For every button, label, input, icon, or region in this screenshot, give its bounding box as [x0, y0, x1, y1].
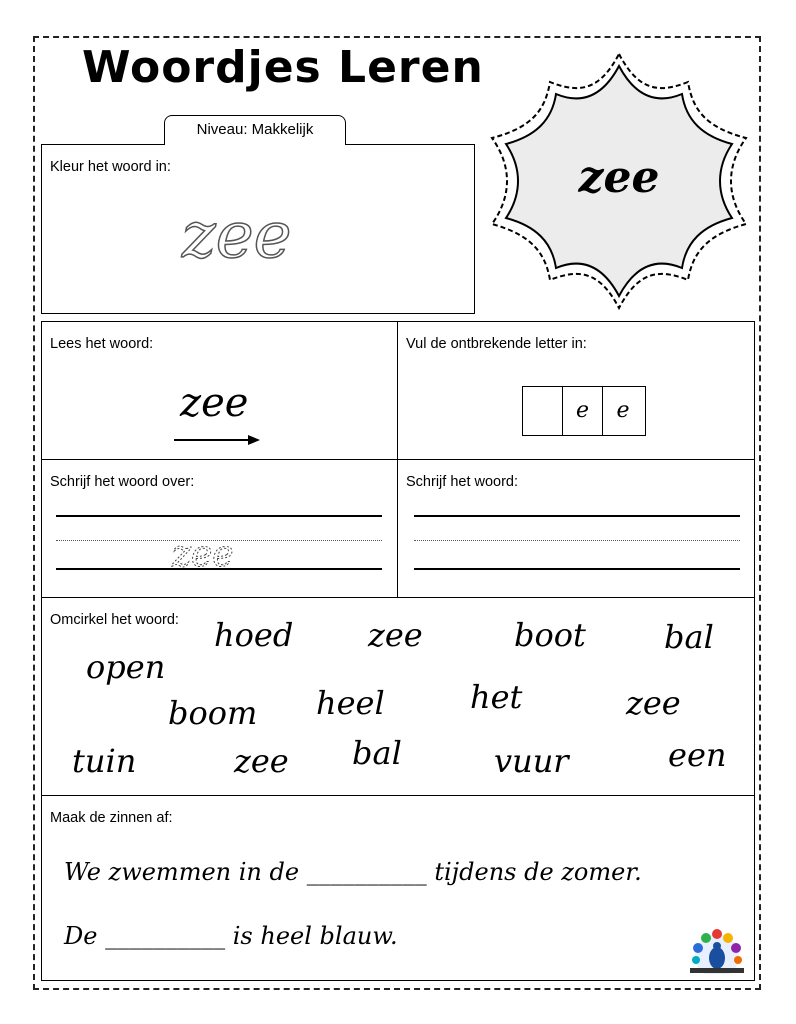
letter-cells	[522, 386, 646, 436]
read-word-label: Lees het woord:	[50, 336, 154, 352]
missing-letter-label: Vul de ontbrekende letter in:	[406, 336, 587, 352]
circle-word-item[interactable]: een	[668, 736, 727, 774]
circle-word-item[interactable]: zee	[626, 684, 681, 722]
circle-word-item[interactable]: boom	[168, 694, 258, 732]
star-badge	[488, 50, 750, 312]
sentence-1	[64, 858, 642, 886]
sentences-box	[41, 795, 755, 981]
level-tab: Niveau: Makkelijk	[164, 115, 346, 145]
circle-word-item[interactable]: boot	[514, 616, 586, 654]
color-in-box	[41, 144, 475, 314]
circle-word-box	[41, 597, 755, 797]
sentence-1-start: We zwemmen in de	[64, 858, 300, 886]
dotted-trace-word[interactable]	[168, 530, 268, 580]
writing-line-top	[56, 515, 382, 517]
outlined-word-text: zee	[182, 199, 292, 273]
circle-word-item[interactable]: bal	[352, 734, 402, 772]
trace-word-label: Schrijf het woord over:	[50, 474, 195, 490]
sentence-2-start: De	[64, 922, 98, 950]
circle-word-item[interactable]: hoed	[214, 616, 294, 654]
star-word: zee	[578, 152, 660, 203]
write-word-box	[397, 459, 755, 599]
peacock-logo-icon	[686, 924, 748, 974]
circle-word-item[interactable]: zee	[368, 616, 423, 654]
letter-cell-empty[interactable]	[523, 387, 563, 435]
circle-word-item[interactable]: het	[470, 678, 523, 716]
letter-cell: e	[616, 398, 630, 423]
sentences-label: Maak de zinnen af:	[50, 810, 173, 826]
circle-word-item[interactable]: tuin	[72, 742, 137, 780]
sentence-2-blank[interactable]: __________	[105, 922, 226, 950]
write-word-label: Schrijf het woord:	[406, 474, 519, 490]
missing-letter-box	[397, 321, 755, 461]
writing-line-bottom[interactable]	[414, 568, 740, 570]
read-word: zee	[180, 380, 249, 426]
circle-word-item[interactable]: vuur	[494, 742, 569, 780]
circle-word-item[interactable]: zee	[234, 742, 289, 780]
circle-word-item[interactable]: bal	[664, 618, 714, 656]
color-in-label: Kleur het woord in:	[50, 159, 171, 175]
sentence-2-end: is heel blauw.	[232, 922, 398, 950]
arrow-right-icon	[172, 432, 262, 448]
writing-line-middle	[414, 540, 740, 541]
circle-word-label: Omcirkel het woord:	[50, 612, 179, 628]
sentence-2	[64, 922, 398, 950]
page-title: Woordjes Leren	[82, 42, 484, 93]
sentence-1-blank[interactable]: __________	[306, 858, 427, 886]
trace-word-box	[41, 459, 399, 599]
read-word-box	[41, 321, 399, 461]
circle-word-item[interactable]: heel	[316, 684, 385, 722]
outlined-word[interactable]	[172, 185, 342, 285]
letter-cell: e	[563, 387, 603, 435]
sentence-1-end: tijdens de zomer.	[434, 858, 642, 886]
writing-line-top[interactable]	[414, 515, 740, 517]
dotted-trace-text: zee	[172, 534, 234, 575]
circle-word-item[interactable]: open	[86, 648, 166, 686]
